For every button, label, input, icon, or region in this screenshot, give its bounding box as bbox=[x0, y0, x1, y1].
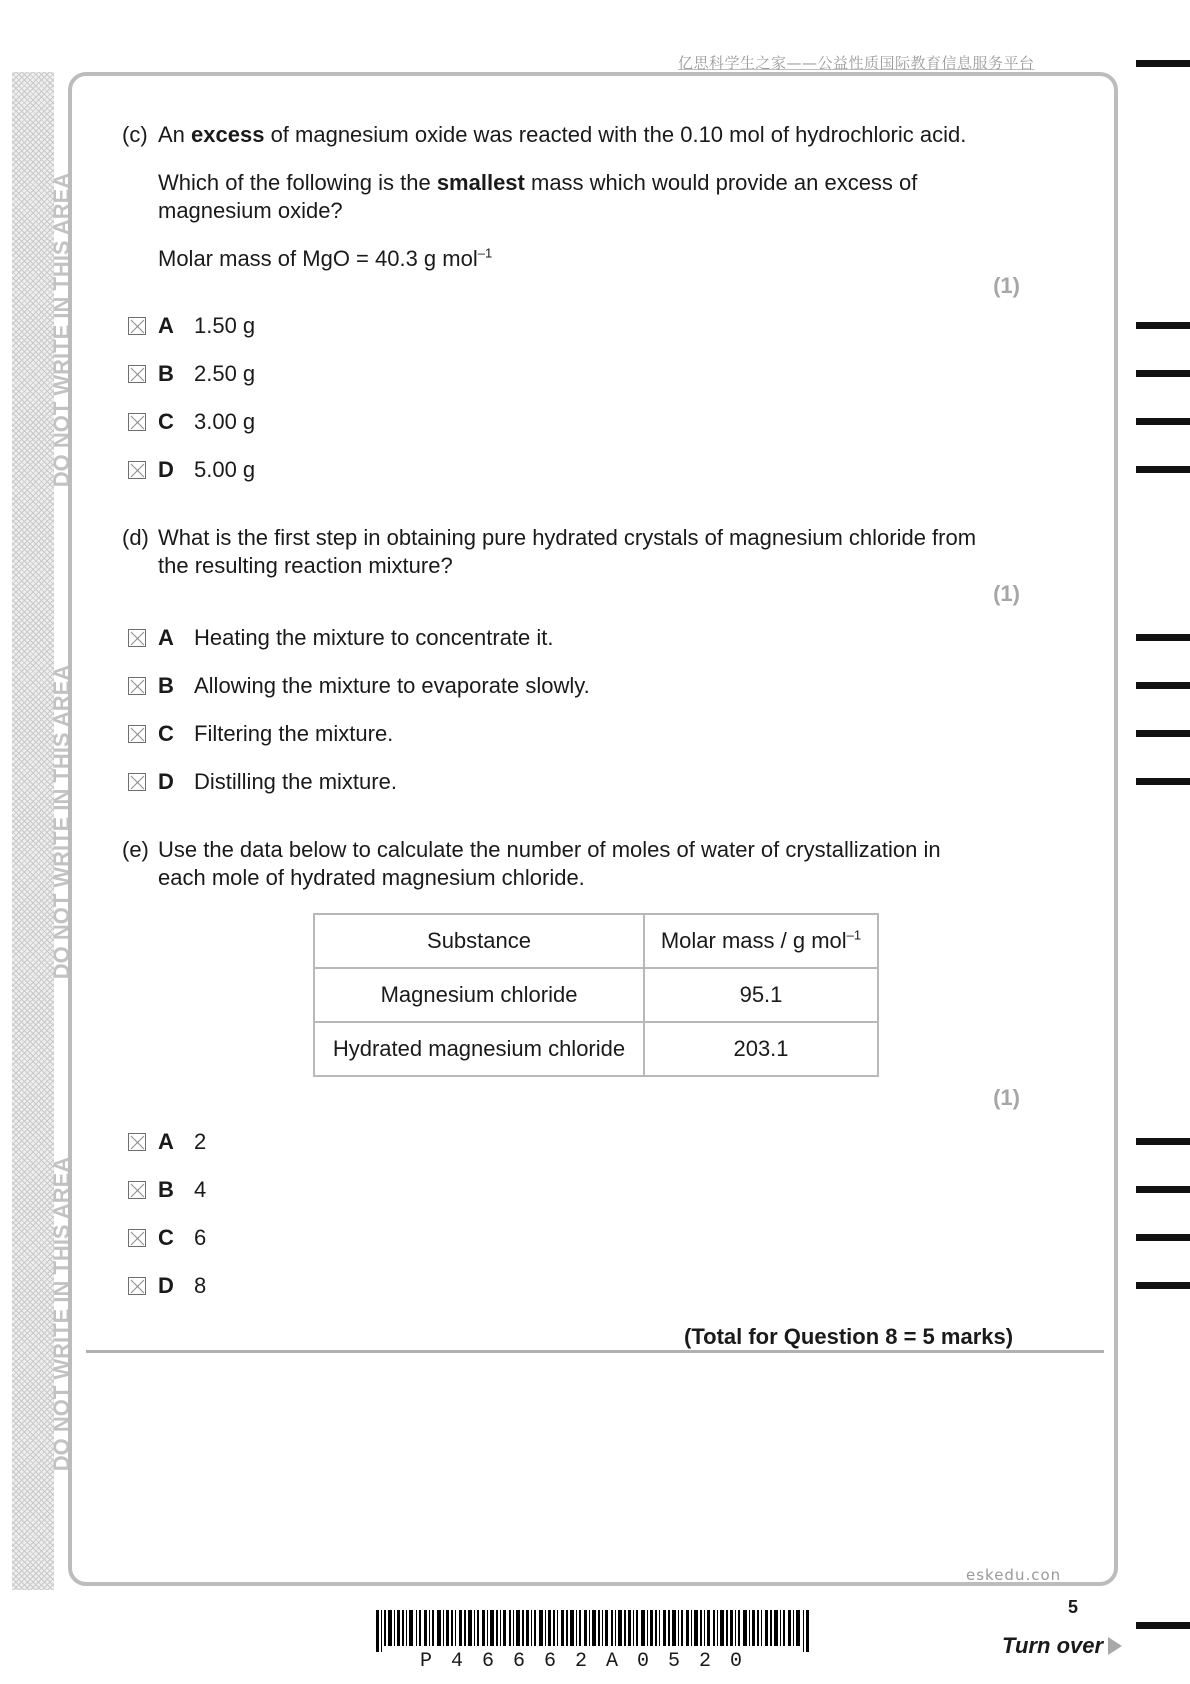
table-cell: Magnesium chloride bbox=[314, 968, 644, 1022]
option-row[interactable] bbox=[128, 1175, 206, 1205]
checkbox-icon[interactable] bbox=[128, 773, 146, 791]
timing-mark bbox=[1136, 1234, 1190, 1241]
option-text: 1.50 g bbox=[194, 313, 256, 338]
option-letter: C bbox=[158, 1225, 174, 1250]
option-letter: C bbox=[158, 721, 174, 746]
option-letter: B bbox=[158, 673, 174, 698]
margin-warning: DO NOT WRITE IN THIS AREA bbox=[49, 172, 74, 488]
option-text: 6 bbox=[194, 1225, 207, 1250]
timing-mark bbox=[1136, 1138, 1190, 1145]
option-row[interactable] bbox=[128, 407, 255, 437]
part-c-label: (c) bbox=[122, 122, 148, 147]
option-text: Filtering the mixture. bbox=[194, 721, 394, 746]
option-row[interactable] bbox=[128, 623, 554, 653]
table-row bbox=[314, 968, 878, 1022]
option-letter: D bbox=[158, 1273, 174, 1298]
part-d-marks: (1) bbox=[993, 581, 1020, 606]
timing-mark bbox=[1136, 1622, 1190, 1629]
option-letter: B bbox=[158, 361, 174, 386]
timing-mark bbox=[1136, 1282, 1190, 1289]
table-cell: 203.1 bbox=[644, 1022, 878, 1076]
option-text: 5.00 g bbox=[194, 457, 256, 482]
option-row[interactable] bbox=[128, 671, 590, 701]
option-row[interactable] bbox=[128, 1223, 206, 1253]
checkbox-icon[interactable] bbox=[128, 461, 146, 479]
option-text: Distilling the mixture. bbox=[194, 769, 397, 794]
timing-mark bbox=[1136, 322, 1190, 329]
part-e-marks: (1) bbox=[993, 1085, 1020, 1110]
timing-mark bbox=[1136, 634, 1190, 641]
margin-strip bbox=[12, 72, 74, 1590]
answer-frame bbox=[68, 72, 1118, 1586]
header-note: 亿思科学生之家——公益性质国际教育信息服务平台 bbox=[678, 54, 1035, 72]
checkbox-icon[interactable] bbox=[128, 1181, 146, 1199]
table-cell: 95.1 bbox=[644, 968, 878, 1022]
option-letter: C bbox=[158, 409, 174, 434]
turn-over-arrow-icon bbox=[1108, 1637, 1122, 1655]
option-text: 4 bbox=[194, 1177, 207, 1202]
page-number: 5 bbox=[1068, 1597, 1079, 1617]
table-header-molar-mass: Molar mass / g mol$^{-1}$ bbox=[644, 914, 878, 968]
part-c-molar-mass: Molar mass of MgO = 40.3 g mol$^{-1}$ bbox=[158, 245, 493, 271]
timing-mark bbox=[1136, 1186, 1190, 1193]
timing-mark bbox=[1136, 682, 1190, 689]
option-text: 2 bbox=[194, 1129, 207, 1154]
option-row[interactable] bbox=[128, 719, 393, 749]
option-row[interactable] bbox=[128, 359, 255, 389]
molar-mass-table bbox=[313, 913, 879, 1077]
option-row[interactable] bbox=[128, 1271, 206, 1301]
timing-mark bbox=[1136, 730, 1190, 737]
checkbox-icon[interactable] bbox=[128, 725, 146, 743]
part-d-label: (d) bbox=[122, 525, 149, 550]
timing-mark bbox=[1136, 60, 1190, 67]
option-letter: D bbox=[158, 769, 174, 794]
part-e-question: Use the data below to calculate the number of moles of water of crystallization in each mole of hydrated magnesium chloride. bbox=[158, 837, 941, 890]
table-cell: Hydrated magnesium chloride bbox=[314, 1022, 644, 1076]
timing-mark bbox=[1136, 778, 1190, 785]
table-header-substance: Substance bbox=[314, 914, 644, 968]
part-c-question: Which of the following is the smallest mass which would provide an excess of magnesium oxide? bbox=[158, 170, 918, 223]
checkbox-icon[interactable] bbox=[128, 365, 146, 383]
checkbox-icon[interactable] bbox=[128, 1133, 146, 1151]
part-c-line1: An excess of magnesium oxide was reacted with the 0.10 mol of hydrochloric acid. bbox=[158, 122, 967, 147]
option-letter: B bbox=[158, 1177, 174, 1202]
part-c-marks: (1) bbox=[993, 273, 1020, 298]
question-total: (Total for Question 8 = 5 marks) bbox=[684, 1324, 1014, 1349]
timing-mark bbox=[1136, 418, 1190, 425]
option-letter: A bbox=[158, 625, 174, 650]
checkbox-icon[interactable] bbox=[128, 629, 146, 647]
part-e-label: (e) bbox=[122, 837, 149, 862]
option-text: Heating the mixture to concentrate it. bbox=[194, 625, 554, 650]
table-header-row bbox=[314, 914, 878, 968]
timing-mark bbox=[1136, 370, 1190, 377]
footer-source: eskedu.con bbox=[966, 1566, 1062, 1584]
checkbox-icon[interactable] bbox=[128, 413, 146, 431]
margin-warning: DO NOT WRITE IN THIS AREA bbox=[49, 1156, 74, 1472]
option-letter: A bbox=[158, 313, 174, 338]
checkbox-icon[interactable] bbox=[128, 1229, 146, 1247]
timing-mark bbox=[1136, 466, 1190, 473]
checkbox-icon[interactable] bbox=[128, 1277, 146, 1295]
option-row[interactable] bbox=[128, 311, 255, 341]
option-row[interactable] bbox=[128, 455, 255, 485]
option-row[interactable] bbox=[128, 767, 397, 797]
table-row bbox=[314, 1022, 878, 1076]
margin-warning: DO NOT WRITE IN THIS AREA bbox=[49, 664, 74, 980]
barcode-icon bbox=[376, 1610, 812, 1652]
option-text: Allowing the mixture to evaporate slowly. bbox=[194, 673, 590, 698]
option-letter: D bbox=[158, 457, 174, 482]
divider bbox=[86, 1350, 1104, 1353]
option-text: 3.00 g bbox=[194, 409, 256, 434]
option-row[interactable] bbox=[128, 1127, 206, 1157]
turn-over-label: Turn over bbox=[1002, 1633, 1104, 1658]
checkbox-icon[interactable] bbox=[128, 317, 146, 335]
checkbox-icon[interactable] bbox=[128, 677, 146, 695]
barcode-number: P46662A0520 bbox=[420, 1650, 762, 1673]
option-text: 8 bbox=[194, 1273, 207, 1298]
option-text: 2.50 g bbox=[194, 361, 256, 386]
part-d-question: What is the first step in obtaining pure hydrated crystals of magnesium chloride from the resulting reaction mixture? bbox=[158, 525, 977, 578]
option-letter: A bbox=[158, 1129, 174, 1154]
